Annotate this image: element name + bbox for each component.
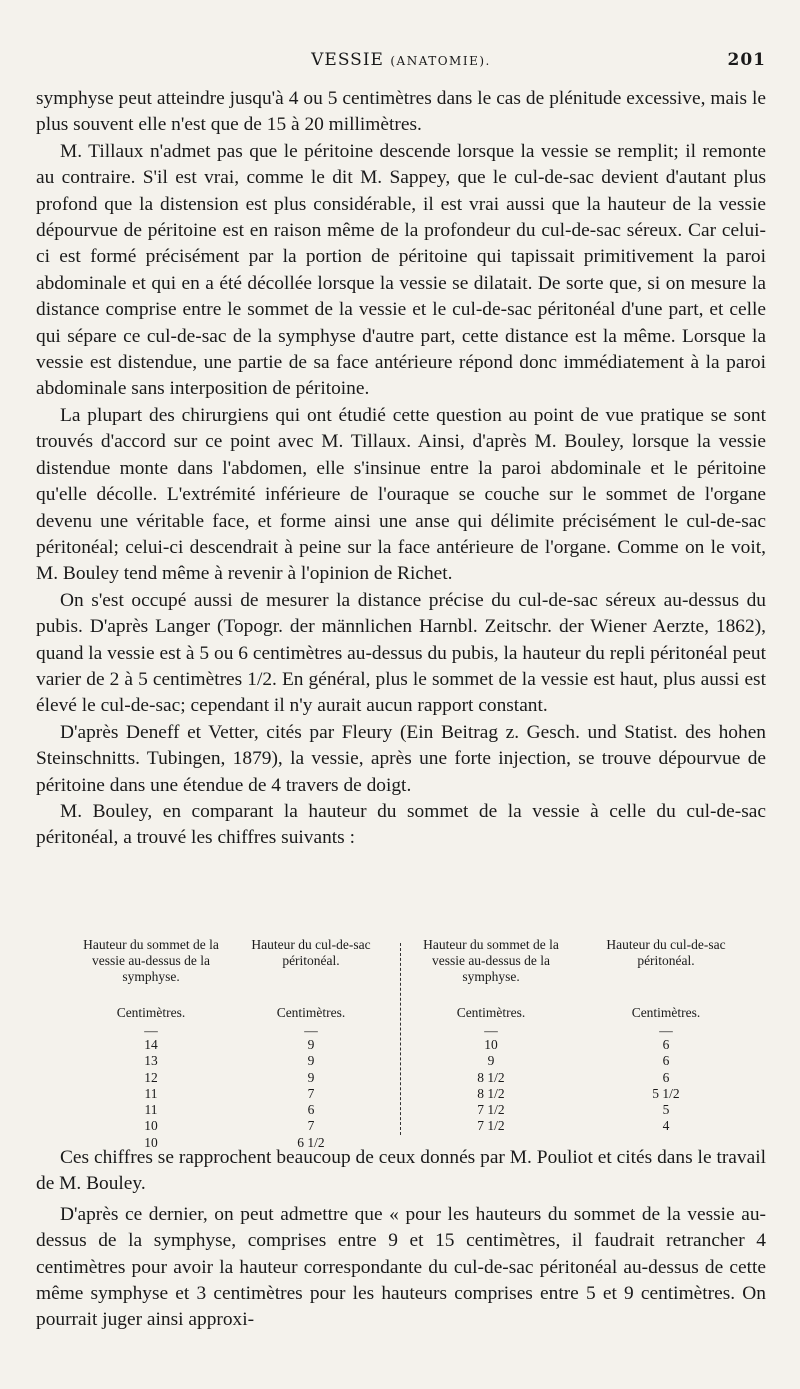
paragraph-deneff: D'après Deneff et Vetter, cités par Fleury (Ein Beitrag z. Gesch. und Statist. des hohen Steinschnitts. Tubingen, 1879), la vessie, après une forte injection, se trouve dépourvue de péritoine dans une étendue de 4 travers de doigt. bbox=[36, 721, 766, 796]
table-separator bbox=[400, 943, 401, 1135]
table-values bbox=[416, 1037, 566, 1135]
table-cell: 6 bbox=[662, 1037, 670, 1052]
table-header: Hauteur du sommet de la vessie au-dessus de la symphyse. bbox=[423, 937, 559, 984]
table-cell: 6 bbox=[307, 1102, 315, 1118]
paragraph-chirurgiens: La plupart des chirurgiens qui ont étudié cette question au point de vue pratique se sont trouvés d'accord sur ce point avec M. Tillaux. Ainsi, d'après M. Bouley, lorsque la vessie distendue monte dans l'abdomen, elle s'insinue entre la paroi abdominale et le péritoine qu'elle décolle. L'extrémité inférieure de l'ouraque se couche sur le sommet de l'organe devenu une véritable face, et forme ainsi une anse qui délimite précisément le cul-de-sac péritonéal; celui-ci descendrait à peine sur la face antérieure de l'organe. Comme on le voit, M. Bouley tend même à revenir à l'opinion de Richet. bbox=[36, 404, 766, 585]
table-column-right-culdesac bbox=[606, 937, 726, 1135]
paragraph-bouley-intro: M. Bouley, en comparant la hauteur du sommet de la vessie à celle du cul-de-sac péritonéal, a trouvé les chiffres suivants : bbox=[36, 800, 766, 849]
table-cell: 8 1/2 bbox=[477, 1085, 505, 1101]
paragraph-continued: symphyse peut atteindre jusqu'à 4 ou 5 centimètres dans le cas de plénitude excessive, mais le plus souvent elle n'est que de 15 à 20 millimètres. bbox=[36, 88, 766, 136]
table-cell: 7 bbox=[307, 1118, 315, 1134]
table-cell: 10 bbox=[484, 1037, 498, 1052]
table-unit: Centimètres. bbox=[631, 1005, 701, 1020]
table-cell: 5 1/2 bbox=[652, 1085, 680, 1101]
table-cell: 5 bbox=[662, 1102, 670, 1118]
table-cell: 13 bbox=[144, 1053, 158, 1069]
paragraph-tillaux: M. Tillaux n'admet pas que le péritoine descende lorsque la vessie se remplit; il remonte au contraire. S'il est vrai, comme le dit M. Sappey, que le cul-de-sac devient d'autant plus profond que la distension est plus considérable, il est vrai aussi que la hauteur de la vessie dépourvue de péritoine est en raison même de la profondeur du cul-de-sac séreux. Car celui-ci est formé précisément par la portion de péritoine qui tapissait primitivement la paroi abdominale et qui en a été décollée lorsque la vessie se dilatait. De sorte que, si on mesure la distance comprise entre le sommet de la vessie et le cul-de-sac péritonéal d'une part, et celle qui sépare ce cul-de-sac de la symphyse d'autre part, cette distance est la même. Lorsque la vessie est distendue, une partie de sa face antérieure répond donc immédiatement à la paroi abdominale sans interposition de péritoine. bbox=[36, 140, 766, 400]
body-text-after-table bbox=[36, 1145, 766, 1338]
table-cell: 9 bbox=[307, 1037, 315, 1052]
table-cell: 6 bbox=[662, 1053, 670, 1069]
table-cell: 6 1/2 bbox=[297, 1134, 325, 1150]
paragraph-pouliot: Ces chiffres se rapprochent beaucoup de ceux donnés par M. Pouliot et cités dans le travail de M. Bouley. bbox=[36, 1147, 766, 1195]
page-number: 201 bbox=[727, 50, 766, 70]
table-dash: — bbox=[304, 1023, 318, 1038]
title-sub: (ANATOMIE). bbox=[390, 54, 491, 68]
table-header: Hauteur du cul-de-sac péritonéal. bbox=[251, 937, 371, 968]
table-cell: 14 bbox=[144, 1037, 158, 1052]
table-cell: 7 1/2 bbox=[477, 1102, 505, 1118]
table-unit: Centimètres. bbox=[456, 1005, 526, 1020]
table-cell: 9 bbox=[487, 1053, 495, 1069]
table-dash: — bbox=[484, 1023, 498, 1038]
table-cell: 9 bbox=[307, 1069, 315, 1085]
table-unit: Centimètres. bbox=[116, 1005, 186, 1020]
table-cell: 9 bbox=[307, 1053, 315, 1069]
table-dash: — bbox=[144, 1023, 158, 1038]
table-header: Hauteur du sommet de la vessie au-dessus de la symphyse. bbox=[83, 937, 219, 984]
table-unit: Centimètres. bbox=[276, 1005, 346, 1020]
table-cell: 8 1/2 bbox=[477, 1069, 505, 1085]
table-cell: 7 1/2 bbox=[477, 1118, 505, 1134]
table-cell: 11 bbox=[144, 1102, 158, 1118]
table-cell: 10 bbox=[144, 1118, 158, 1134]
table-cell: 12 bbox=[144, 1069, 158, 1085]
paragraph-langer: On s'est occupé aussi de mesurer la distance précise du cul-de-sac séreux au-dessus du pubis. D'après Langer (Topogr. der männlichen Harnbl. Zeitschr. der Wiener Aerzte, 1862), quand la vessie est à 5 ou 6 centimètres au-dessus du pubis, la hauteur du repli péritonéal peut varier de 2 à 5 centimètres 1/2. En général, plus le sommet de la vessie est haut, plus aussi est élevé le cul-de-sac; cependant il n'y aurait aucun rapport constant. bbox=[36, 589, 766, 717]
table-cell: 10 bbox=[144, 1134, 158, 1150]
table-column-right-vessie bbox=[416, 937, 566, 1135]
running-header bbox=[36, 50, 766, 78]
table-values bbox=[606, 1037, 726, 1135]
paragraph-dernier: D'après ce dernier, on peut admettre que « pour les hauteurs du sommet de la vessie au-dessus de la symphyse, comprises entre 9 et 15 centimètres, il faudrait retrancher 4 centimètres pour avoir la hauteur correspondante du cul-de-sac péritonéal au-dessus de cette même symphyse et 3 centimètres pour les hauteurs comprises entre 5 et 9 centimètres. On pourrait juger ainsi approxi- bbox=[36, 1203, 766, 1331]
table-cell: 11 bbox=[144, 1085, 158, 1101]
measurements-table bbox=[36, 937, 766, 1150]
table-cell: 4 bbox=[662, 1118, 670, 1134]
table-cell: 6 bbox=[662, 1069, 670, 1085]
table-column-left-culdesac bbox=[251, 937, 371, 1151]
table-dash: — bbox=[659, 1023, 673, 1038]
table-values bbox=[76, 1037, 226, 1151]
title-main: VESSIE bbox=[311, 50, 384, 70]
table-header: Hauteur du cul-de-sac péritonéal. bbox=[606, 937, 726, 968]
table-column-left-vessie bbox=[76, 937, 226, 1151]
running-title bbox=[36, 50, 766, 70]
table-cell: 7 bbox=[307, 1085, 315, 1101]
body-text bbox=[36, 86, 766, 852]
table-values bbox=[251, 1037, 371, 1151]
